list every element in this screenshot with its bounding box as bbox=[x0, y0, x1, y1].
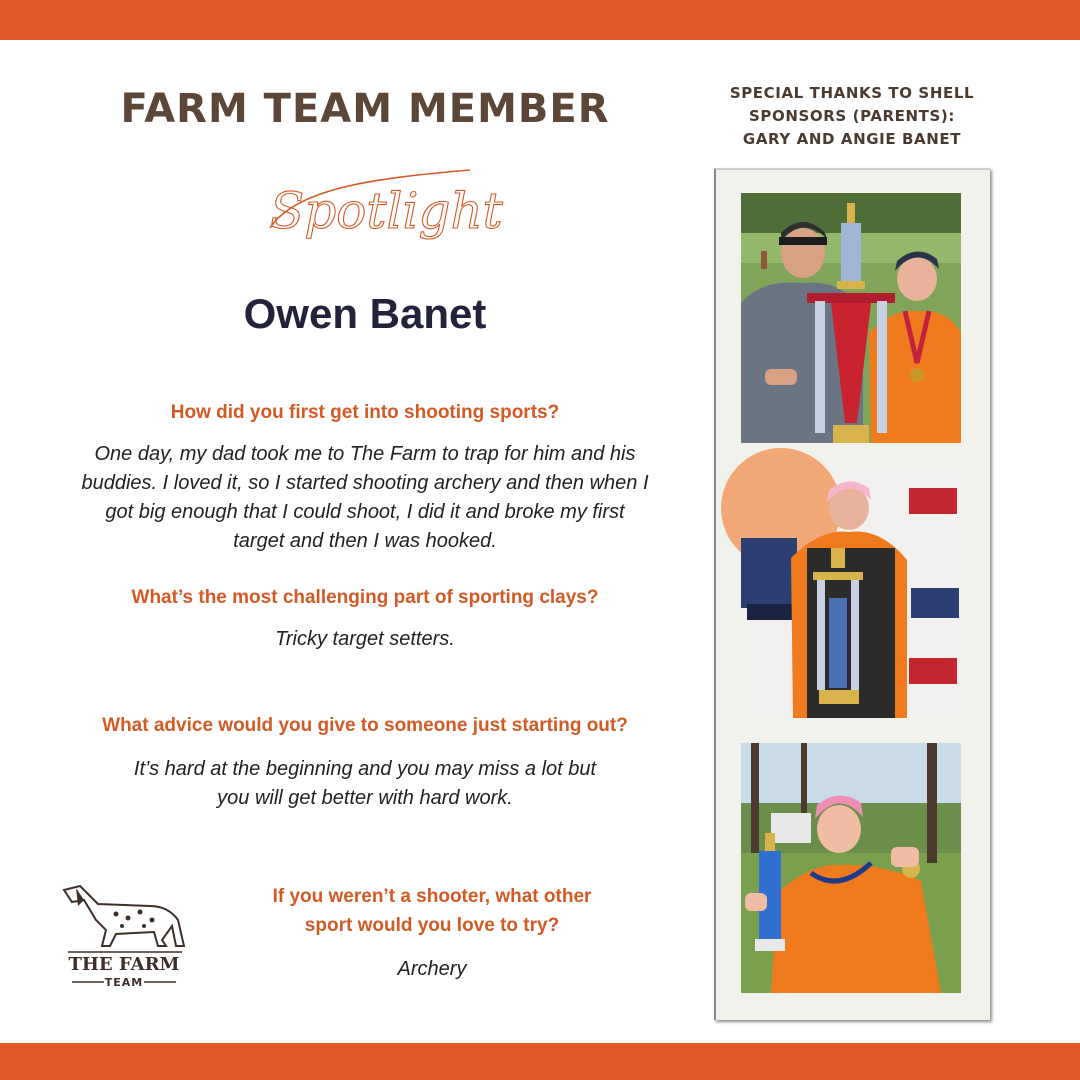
answer-1-line-4: target and then I was hooked. bbox=[233, 530, 497, 552]
answer-1-line-2: buddies. I loved it, so I started shooting archery and then when I bbox=[81, 472, 649, 494]
sponsor-line-3: GARY AND ANGIE BANET bbox=[742, 130, 962, 148]
spotlight-script-text: Spotlight bbox=[270, 182, 503, 240]
member-name: Owen Banet bbox=[243, 290, 487, 337]
the-farm-team-logo bbox=[58, 880, 190, 990]
photo-boy-with-medal-outdoors bbox=[741, 743, 961, 993]
answer-3-line-2: you will get better with hard work. bbox=[217, 787, 513, 809]
sponsor-line-1: SPECIAL THANKS TO SHELL bbox=[729, 84, 975, 102]
page-title: FARM TEAM MEMBER bbox=[120, 86, 610, 132]
answer-4: Archery bbox=[397, 958, 467, 980]
pointer-dog-icon bbox=[64, 886, 184, 952]
question-4-line-1: If you weren’t a shooter, what other bbox=[272, 886, 592, 907]
photo-boy-with-trophy-backdrop bbox=[741, 468, 961, 718]
sponsor-thanks bbox=[714, 82, 990, 151]
answer-3-line-1: It’s hard at the beginning and you may miss a lot but bbox=[133, 758, 597, 780]
answer-1-line-3: got big enough that I could shoot, I did it and broke my first bbox=[105, 501, 625, 523]
answer-1-line-1: One day, my dad took me to The Farm to trap for him and his bbox=[94, 443, 636, 465]
question-3: What advice would you give to someone just starting out? bbox=[102, 715, 628, 736]
logo-text-the-farm: THE FARM bbox=[68, 954, 180, 975]
photo-dad-and-son-trophy bbox=[741, 193, 961, 443]
top-accent-bar bbox=[0, 0, 1080, 40]
sponsor-line-2: SPONSORS (PARENTS): bbox=[749, 107, 955, 125]
logo-text-team: TEAM bbox=[104, 976, 144, 989]
spotlight-script-heading bbox=[256, 158, 503, 260]
bottom-accent-bar bbox=[0, 1043, 1080, 1080]
question-4-line-2: sport would you love to try? bbox=[304, 915, 560, 936]
answer-2: Tricky target setters. bbox=[275, 628, 455, 650]
question-1: How did you first get into shooting sports? bbox=[170, 402, 560, 423]
question-2: What’s the most challenging part of sporting clays? bbox=[131, 587, 599, 608]
